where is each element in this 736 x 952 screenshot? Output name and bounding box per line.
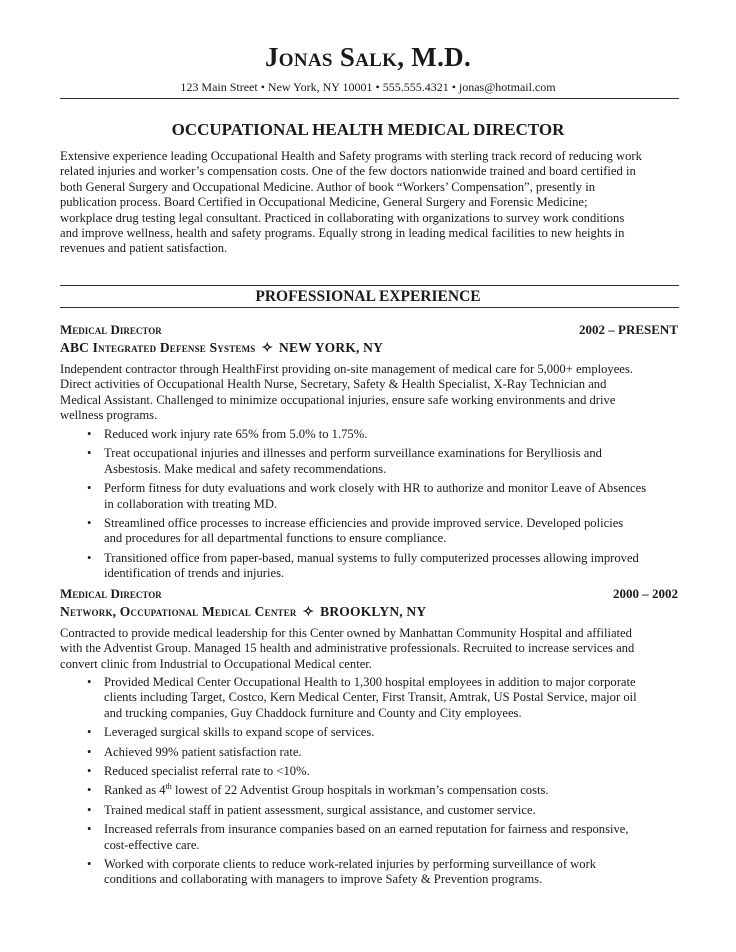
separator-icon: ✧	[302, 604, 315, 619]
bullet-text: Perform fitness for duty evaluations and work closely with HR to authorize and monitor Leave of Absences	[104, 481, 647, 496]
list-item	[60, 446, 690, 477]
list-item	[60, 551, 690, 582]
list-item	[60, 745, 690, 760]
job-description	[60, 626, 690, 672]
summary-line: publication process. Board Certified in Occupational Medicine, General Surgery and Forensic Medicine;	[60, 195, 588, 210]
job-description	[60, 362, 690, 424]
bullet-text: Treat occupational injuries and illnesses and perform surveillance examinations for Berylliosis and	[104, 446, 602, 461]
bullet-icon: •	[87, 675, 92, 689]
employer-location: BROOKLYN, NY	[320, 604, 427, 619]
bullet-text: identification of trends and injuries.	[104, 566, 285, 581]
list-item	[60, 675, 690, 721]
description-line: convert clinic from Industrial to Occupational Medical center.	[60, 656, 372, 671]
bullet-icon: •	[87, 427, 92, 441]
employer-line	[60, 603, 426, 620]
bullet-text: in collaboration with treating MD.	[104, 496, 278, 511]
bullet-icon: •	[87, 516, 92, 531]
candidate-name: Jonas Salk, M.D.	[264, 42, 471, 72]
list-item	[60, 516, 690, 547]
bullet-text: conditions and collaborating with managers to improve Safety & Prevention programs.	[104, 872, 543, 887]
bullet-icon: •	[87, 481, 92, 496]
list-item	[60, 481, 690, 512]
description-line: Direct activities of Occupational Health Nurse, Secretary, Safety & Health Specialist, X-Ray Technician and	[60, 377, 607, 392]
employer-line	[60, 339, 383, 356]
section-divider	[60, 307, 679, 308]
separator-icon: ✧	[261, 340, 274, 355]
list-item	[60, 822, 690, 853]
bullet-text: Transitioned office from paper-based, manual systems to fully computerized processes allowing improved	[104, 550, 639, 565]
bullet-text: Leveraged surgical skills to expand scope of services.	[104, 725, 375, 740]
employer-name: Network, Occupational Medical Center	[60, 604, 297, 619]
bullet-text: Worked with corporate clients to reduce work-related injuries by performing surveillance of work	[104, 857, 597, 872]
header-divider	[60, 98, 679, 99]
employer-location: NEW YORK, NY	[279, 340, 384, 355]
bullet-text: Increased referrals from insurance companies based on an earned reputation for fairness and responsive,	[104, 822, 629, 837]
bullet-icon: •	[87, 725, 92, 740]
bullet-icon: •	[87, 764, 92, 779]
section-divider	[60, 285, 679, 286]
bullet-text: and trucking companies, Guy Chaddock furniture and County and City employees.	[104, 705, 522, 720]
summary-line: and improve wellness, health and safety programs. Equally strong in leading medical facilities to new heights in	[60, 226, 625, 241]
summary-line: both General Surgery and Occupational Medicine. Author of book “Workers’ Compensation”, presently in	[60, 179, 596, 194]
bullet-text: Streamlined office processes to increase efficiencies and provide improved service. Developed policies	[104, 516, 624, 531]
job-dates: 2002 – PRESENT	[579, 322, 678, 337]
bullet-text: Achieved 99% patient satisfaction rate.	[104, 744, 302, 759]
bullet-text: and procedures for all departmental functions to ensure compliance.	[104, 531, 447, 546]
bullet-icon: •	[87, 822, 92, 837]
bullet-icon: •	[87, 857, 92, 872]
bullet-icon: •	[87, 550, 92, 565]
description-line: Medical Assistant. Challenged to minimize occupational injuries, ensure safe working environments and drive	[60, 392, 616, 407]
bullet-text: Reduced work injury rate 65% from 5.0% to 1.75%.	[104, 427, 368, 441]
summary-line: revenues and patient satisfaction.	[60, 241, 228, 256]
summary-line: related injuries and worker’s compensation costs. One of the few doctors nationwide trained and board certified in	[60, 164, 636, 179]
list-item	[60, 427, 690, 442]
employer-name: ABC Integrated Defense Systems	[60, 340, 256, 355]
summary-line: workplace drug testing legal consultant. Practiced in collaborating with organizations to survey work conditions	[60, 210, 625, 225]
list-item	[60, 857, 690, 888]
achievement-list	[60, 427, 690, 586]
job-dates: 2000 – 2002	[613, 586, 678, 601]
description-line: Independent contractor through HealthFirst providing on-site management of medical care for 5,000+ employees.	[60, 362, 633, 376]
bullet-text: Ranked as 4th lowest of 22 Adventist Group hospitals in workman’s compensation costs.	[104, 782, 549, 798]
description-line: with the Adventist Group. Managed 15 health and administrative professionals. Recruited to increase services and	[60, 641, 635, 656]
list-item	[60, 783, 690, 798]
bullet-text: clients including Target, Costco, Kern Medical Center, First Transit, Amtrak, US Postal Service, major oil	[104, 690, 637, 705]
job-title: Medical Director	[60, 322, 162, 337]
description-line: wellness programs.	[60, 408, 158, 423]
summary-headline: OCCUPATIONAL HEALTH MEDICAL DIRECTOR	[171, 120, 565, 139]
bullet-text: Reduced specialist referral rate to <10%.	[104, 764, 310, 779]
bullet-text: Asbestosis. Make medical and safety recommendations.	[104, 461, 387, 476]
description-line: Contracted to provide medical leadership for this Center owned by Manhattan Community Hospital and affiliated	[60, 626, 632, 640]
list-item	[60, 725, 690, 740]
contact-info: 123 Main Street • New York, NY 10001 • 555.555.4321 • jonas@hotmail.com	[180, 80, 556, 94]
achievement-list	[60, 675, 690, 892]
bullet-icon: •	[87, 446, 92, 461]
section-title-experience: PROFESSIONAL EXPERIENCE	[255, 288, 481, 305]
bullet-icon: •	[87, 802, 92, 817]
bullet-text: cost-effective care.	[104, 837, 200, 852]
bullet-icon: •	[87, 744, 92, 759]
summary-line: Extensive experience leading Occupational Health and Safety programs with sterling track record of reducing work	[60, 149, 642, 163]
bullet-icon: •	[87, 783, 92, 798]
bullet-text: Provided Medical Center Occupational Health to 1,300 hospital employees in addition to major corporate	[104, 675, 636, 689]
summary-paragraph	[60, 149, 690, 257]
list-item	[60, 803, 690, 818]
job-title: Medical Director	[60, 586, 162, 601]
list-item	[60, 764, 690, 779]
bullet-text: Trained medical staff in patient assessment, surgical assistance, and customer service.	[104, 802, 536, 817]
